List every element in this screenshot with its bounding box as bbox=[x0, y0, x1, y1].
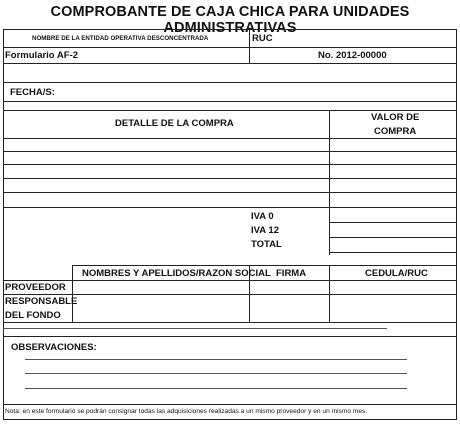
value-header-line2: COMPRA bbox=[374, 126, 417, 137]
footnote: Nota: en este formulario se podrán consignar todas las adquisiciones realizadas a un mismo proveedor y en un mismo mes. bbox=[5, 408, 368, 415]
form-code: Formulario AF-2 bbox=[5, 50, 79, 61]
value-header-line1: VALOR DE bbox=[371, 112, 420, 123]
observation-line[interactable] bbox=[25, 359, 407, 360]
detail-header: DETALLE DE LA COMPRA bbox=[115, 118, 234, 129]
iva0-label: IVA 0 bbox=[251, 211, 274, 222]
entity-name-label: NOMBRE DE LA ENTIDAD OPERATIVA DESCONCENTRADA bbox=[32, 35, 209, 42]
iva12-label: IVA 12 bbox=[251, 225, 279, 236]
names-header: NOMBRES Y APELLIDOS/RAZON SOCIAL bbox=[82, 268, 271, 279]
observation-line[interactable] bbox=[25, 388, 407, 389]
receipt-number: No. 2012-00000 bbox=[318, 50, 387, 61]
observations-label: OBSERVACIONES: bbox=[11, 342, 97, 353]
total-label: TOTAL bbox=[251, 239, 282, 250]
responsible-label-line1: RESPONSABLE bbox=[5, 296, 78, 307]
signature-header: FIRMA bbox=[276, 268, 307, 279]
form-title: COMPROBANTE DE CAJA CHICA PARA UNIDADES ADMINISTRATIVAS bbox=[50, 4, 410, 36]
date-label: FECHA/S: bbox=[10, 87, 55, 98]
responsible-label-line2: DEL FONDO bbox=[5, 310, 61, 321]
supplier-label: PROVEEDOR bbox=[5, 282, 66, 293]
observation-line[interactable] bbox=[25, 373, 407, 374]
id-header: CEDULA/RUC bbox=[365, 268, 428, 279]
ruc-label: RUC bbox=[252, 33, 273, 44]
